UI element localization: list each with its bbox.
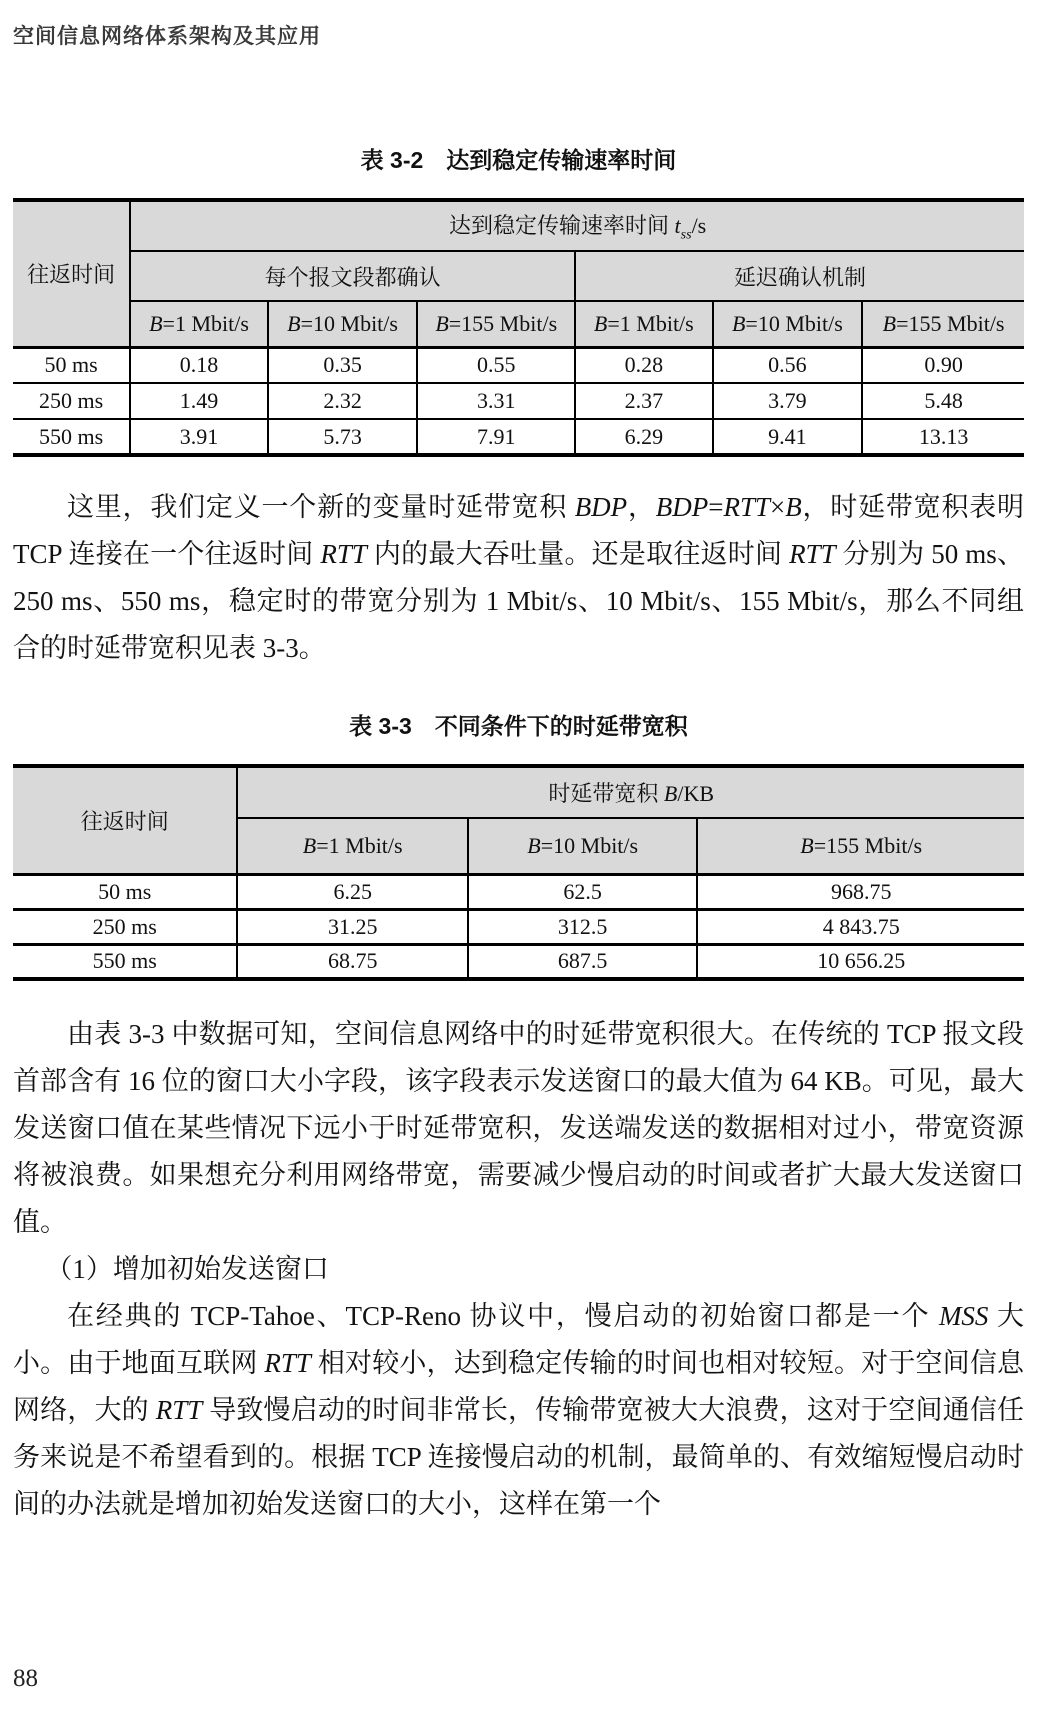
cell-value: 9.41 [713,419,863,455]
running-head: 空间信息网络体系架构及其应用 [13,25,321,48]
paragraph-bdp-analysis: 由表 3-3 中数据可知，空间信息网络中的时延带宽积很大。在传统的 TCP 报文段首部含有 16 位的窗口大小字段，该字段表示发送窗口的最大值为 64 KB。可见，最大发送窗口值在某些情况下远小于时延带宽积，发送端发送的数据相对过小，带宽资源将被浪费。如果想充分利用网络带宽，需要减少慢启动的时间或者扩大最大发送窗口值。 [13,1019,1024,1237]
table-3-2-caption: 表 3-2 达到稳定传输速率时间 [360,147,677,173]
t3-header-row-1 [13,766,1024,818]
t2-group-header-ack-every-segment: 每个报文段都确认 [130,251,575,301]
t2-col-header: B=1 Mbit/s [130,301,267,347]
table-row [13,347,1024,383]
t2-header-row-1 [13,200,1024,251]
cell-value: 4 843.75 [697,909,1024,944]
cell-value: 1.49 [130,383,267,419]
paragraph-initial-window: 在经典的 TCP-Tahoe、TCP-Reno 协议中，慢启动的初始窗口都是一个 MSS 大小。由于地面互联网 RTT 相对较小，达到稳定传输的时间也相对较短。对于空间信息网络，大的 RTT 导致慢启动的时间非常长，传输带宽被大大浪费，这对于空间通信任务来说是不希望看到的。根据 TCP 连接慢启动的机制，最简单的、有效缩短慢启动时间的办法就是增加初始发送窗口的大小，这样在第一个 [13,1301,1025,1519]
t3-col-header: B=10 Mbit/s [468,818,697,874]
t2-header-row-2 [13,251,1024,301]
t2-group-header-delayed-ack: 延迟确认机制 [575,251,1024,301]
table-3-3 [13,764,1024,981]
cell-value: 2.37 [575,383,712,419]
t3-col-header: B=155 Mbit/s [697,818,1024,874]
cell-value: 68.75 [237,944,468,979]
paragraph-bdp-definition: 这里，我们定义一个新的变量时延带宽积 BDP，BDP=RTT×B，时延带宽积表明 TCP 连接在一个往返时间 RTT 内的最大吞吐量。还是取往返时间 RTT 分别为 50 ms、250 ms、550 ms，稳定时的带宽分别为 1 Mbit/s、10 Mbit/s、155 Mbit/s，那么不同组合的时延带宽积见表 3-3。 [13,492,1025,663]
cell-value: 968.75 [697,874,1024,909]
row-label: 250 ms [13,909,237,944]
t2-col-header: B=155 Mbit/s [862,301,1024,347]
t3-span-header: 时延带宽积 B/KB [237,766,1024,818]
table-row [13,874,1024,909]
cell-value: 5.48 [862,383,1024,419]
cell-value: 0.35 [268,347,418,383]
cell-value: 5.73 [268,419,418,455]
table-3-3-caption: 表 3-3 不同条件下的时延带宽积 [349,713,688,739]
t2-col-header: B=10 Mbit/s [713,301,863,347]
table-row [13,419,1024,455]
table-row [13,383,1024,419]
cell-value: 0.55 [417,347,575,383]
page-number: 88 [13,1665,38,1692]
cell-value: 31.25 [237,909,468,944]
t2-col-header: B=1 Mbit/s [575,301,712,347]
table-3-2 [13,198,1024,457]
cell-value: 2.32 [268,383,418,419]
t2-col-header: B=10 Mbit/s [268,301,418,347]
subheading-increase-initial-window: （1）增加初始发送窗口 [45,1254,329,1284]
cell-value: 3.79 [713,383,863,419]
table-row [13,909,1024,944]
cell-value: 62.5 [468,874,697,909]
t2-col-header: B=155 Mbit/s [417,301,575,347]
cell-value: 13.13 [862,419,1024,455]
row-label: 50 ms [13,347,130,383]
row-label: 550 ms [13,419,130,455]
cell-value: 3.31 [417,383,575,419]
cell-value: 0.90 [862,347,1024,383]
cell-value: 0.28 [575,347,712,383]
t3-corner-header: 往返时间 [13,766,237,874]
table-row [13,944,1024,979]
cell-value: 0.56 [713,347,863,383]
t3-col-header: B=1 Mbit/s [237,818,468,874]
row-label: 50 ms [13,874,237,909]
t2-header-row-3 [13,301,1024,347]
cell-value: 10 656.25 [697,944,1024,979]
cell-value: 6.29 [575,419,712,455]
cell-value: 7.91 [417,419,575,455]
t2-span-header: 达到稳定传输速率时间 $t_{ss}/s$ [130,200,1024,251]
row-label: 550 ms [13,944,237,979]
cell-value: 312.5 [468,909,697,944]
cell-value: 0.18 [130,347,267,383]
t2-corner-header: 往返时间 [13,200,130,347]
cell-value: 6.25 [237,874,468,909]
cell-value: 687.5 [468,944,697,979]
row-label: 250 ms [13,383,130,419]
cell-value: 3.91 [130,419,267,455]
